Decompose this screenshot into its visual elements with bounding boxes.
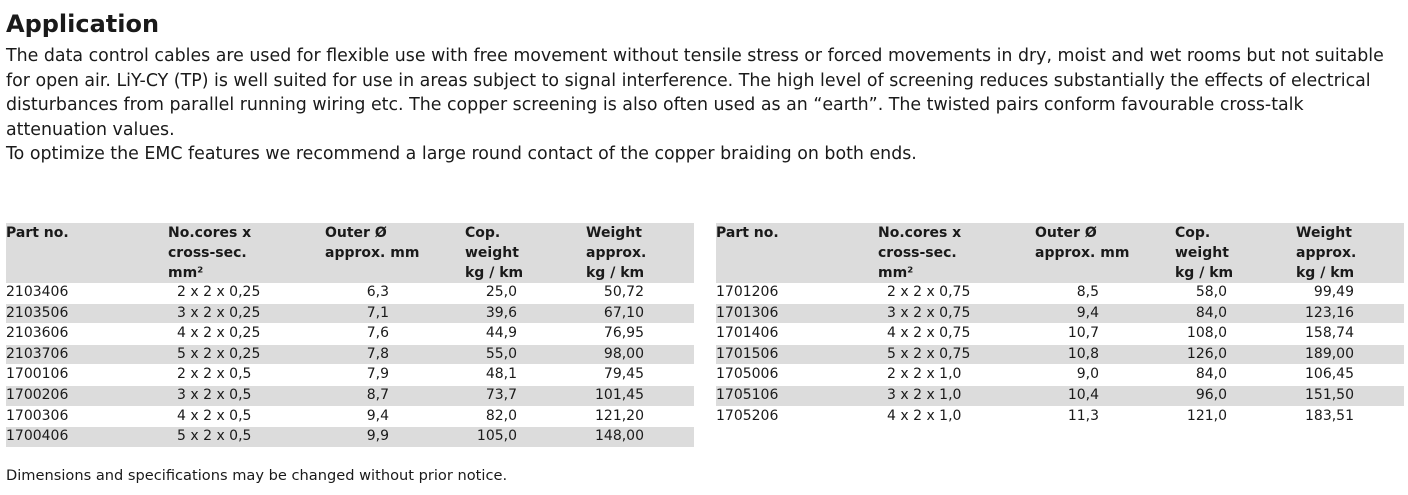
table-row [716, 406, 1404, 427]
part-number-cell: 1701506 [716, 344, 878, 365]
weight-cell: 106,45 [1305, 366, 1354, 383]
table-header-row [6, 223, 694, 283]
copper-weight-cell: 96,0 [1175, 385, 1296, 406]
copper-weight-cell: 44,9 [485, 325, 517, 342]
table-row [716, 385, 1404, 406]
copper-weight-cell: 48,1 [485, 366, 517, 383]
table-row [6, 427, 694, 448]
outer-diameter-cell: 9,9 [325, 427, 465, 448]
part-number-cell: 1700206 [6, 385, 168, 406]
table-row [6, 324, 694, 345]
cores-cell: 2 x 2 x 0,75 [887, 284, 971, 300]
header-copper-weight: Cop. weight kg / km [1175, 223, 1296, 283]
table-row [716, 303, 1404, 324]
copper-weight-cell: 82,0 [485, 407, 517, 424]
copper-weight-cell: 73,7 [465, 385, 586, 406]
outer-diameter-cell: 10,4 [1035, 385, 1175, 406]
header-cores: No.cores x cross-sec. mm² [878, 223, 1035, 283]
outer-diameter-cell: 9,0 [1076, 366, 1099, 383]
table-row [716, 365, 1404, 386]
copper-weight-cell: 55,0 [465, 344, 586, 365]
header-part-no: Part no. [716, 223, 878, 283]
weight-cell: 76,95 [603, 325, 644, 342]
specs-table-left [6, 223, 694, 448]
header-weight: Weight approx. kg / km [586, 223, 694, 283]
copper-weight-cell: 84,0 [1175, 303, 1296, 324]
specs-table-right [716, 223, 1404, 427]
part-number-cell: 2103406 [6, 284, 69, 300]
weight-cell: 151,50 [1296, 385, 1404, 406]
footnote: Dimensions and specifications may be changed without prior notice. [6, 467, 508, 484]
table-body [6, 283, 694, 447]
outer-diameter-cell: 6,3 [366, 284, 389, 300]
copper-weight-cell: 58,0 [1195, 284, 1227, 300]
table-row [6, 283, 694, 303]
table-row [716, 324, 1404, 345]
copper-weight-cell: 84,0 [1195, 366, 1227, 383]
cores-cell: 5 x 2 x 0,25 [168, 344, 325, 365]
weight-cell: 99,49 [1313, 284, 1354, 300]
weight-cell: 50,72 [603, 284, 644, 300]
header-weight: Weight approx. kg / km [1296, 223, 1404, 283]
part-number-cell: 1701306 [716, 303, 878, 324]
outer-diameter-cell: 10,7 [1067, 325, 1099, 342]
cores-cell: 5 x 2 x 0,5 [168, 427, 325, 448]
cores-cell: 4 x 2 x 0,25 [177, 325, 261, 342]
outer-diameter-cell: 10,8 [1035, 344, 1175, 365]
weight-cell: 148,00 [586, 427, 694, 448]
copper-weight-cell: 121,0 [1186, 407, 1227, 424]
part-number-cell: 1701406 [716, 325, 779, 342]
intro-paragraph: The data control cables are used for flexible use with free movement without tensile stress or forced movements in dry, moist and wet rooms but not suitable for open air. LiY-CY (TP) is well suited for use in areas subject to signal interference. The high level of screening reduces substantially the effects of electrical disturbances from parallel running wiring etc. The copper screening is also often used as an “earth”. The twisted pairs conform favourable cross-talk attenuation values. [6, 46, 1384, 140]
table-body [716, 283, 1404, 427]
copper-weight-cell: 108,0 [1186, 325, 1227, 342]
cores-cell: 3 x 2 x 0,25 [168, 303, 325, 324]
weight-cell: 67,10 [586, 303, 694, 324]
copper-weight-cell: 25,0 [485, 284, 517, 300]
intro-text [6, 44, 1402, 167]
copper-weight-cell: 126,0 [1175, 344, 1296, 365]
part-number-cell: 2103606 [6, 325, 69, 342]
part-number-cell: 2103706 [6, 344, 168, 365]
outer-diameter-cell: 7,9 [366, 366, 389, 383]
outer-diameter-cell: 7,1 [325, 303, 465, 324]
header-outer-diameter: Outer Ø approx. mm [1035, 223, 1175, 283]
weight-cell: 183,51 [1305, 407, 1354, 424]
cores-cell: 2 x 2 x 0,5 [177, 366, 252, 383]
part-number-cell: 1700406 [6, 427, 168, 448]
cores-cell: 3 x 2 x 0,75 [878, 303, 1035, 324]
part-number-cell: 1700306 [6, 407, 69, 424]
intro-paragraph: To optimize the EMC features we recommend a large round contact of the copper braiding on both ends. [6, 144, 917, 164]
weight-cell: 79,45 [603, 366, 644, 383]
part-number-cell: 2103506 [6, 303, 168, 324]
cores-cell: 4 x 2 x 0,75 [887, 325, 971, 342]
outer-diameter-cell: 7,6 [366, 325, 389, 342]
cores-cell: 3 x 2 x 1,0 [878, 385, 1035, 406]
header-cores: No.cores x cross-sec. mm² [168, 223, 325, 283]
part-number-cell: 1705206 [716, 407, 779, 424]
outer-diameter-cell: 9,4 [1035, 303, 1175, 324]
outer-diameter-cell: 11,3 [1067, 407, 1099, 424]
outer-diameter-cell: 8,7 [325, 385, 465, 406]
part-number-cell: 1701206 [716, 284, 779, 300]
header-copper-weight: Cop. weight kg / km [465, 223, 586, 283]
cores-cell: 2 x 2 x 1,0 [887, 366, 962, 383]
outer-diameter-cell: 9,4 [366, 407, 389, 424]
cores-cell: 3 x 2 x 0,5 [168, 385, 325, 406]
part-number-cell: 1705106 [716, 385, 878, 406]
weight-cell: 98,00 [586, 344, 694, 365]
table-row [6, 303, 694, 324]
cores-cell: 4 x 2 x 1,0 [887, 407, 962, 424]
cores-cell: 4 x 2 x 0,5 [177, 407, 252, 424]
table-row [6, 365, 694, 386]
copper-weight-cell: 105,0 [465, 427, 586, 448]
outer-diameter-cell: 7,8 [325, 344, 465, 365]
cores-cell: 2 x 2 x 0,25 [177, 284, 261, 300]
copper-weight-cell: 39,6 [465, 303, 586, 324]
cores-cell: 5 x 2 x 0,75 [878, 344, 1035, 365]
outer-diameter-cell: 8,5 [1076, 284, 1099, 300]
weight-cell: 189,00 [1296, 344, 1404, 365]
weight-cell: 123,16 [1296, 303, 1404, 324]
weight-cell: 101,45 [586, 385, 694, 406]
weight-cell: 121,20 [595, 407, 644, 424]
header-outer-diameter: Outer Ø approx. mm [325, 223, 465, 283]
part-number-cell: 1705006 [716, 366, 779, 383]
table-row [716, 283, 1404, 303]
weight-cell: 158,74 [1305, 325, 1354, 342]
table-row [6, 344, 694, 365]
header-part-no: Part no. [6, 223, 168, 283]
table-header-row [716, 223, 1404, 283]
table-row [6, 406, 694, 427]
part-number-cell: 1700106 [6, 366, 69, 383]
table-row [716, 344, 1404, 365]
section-heading: Application [6, 10, 160, 38]
table-row [6, 385, 694, 406]
